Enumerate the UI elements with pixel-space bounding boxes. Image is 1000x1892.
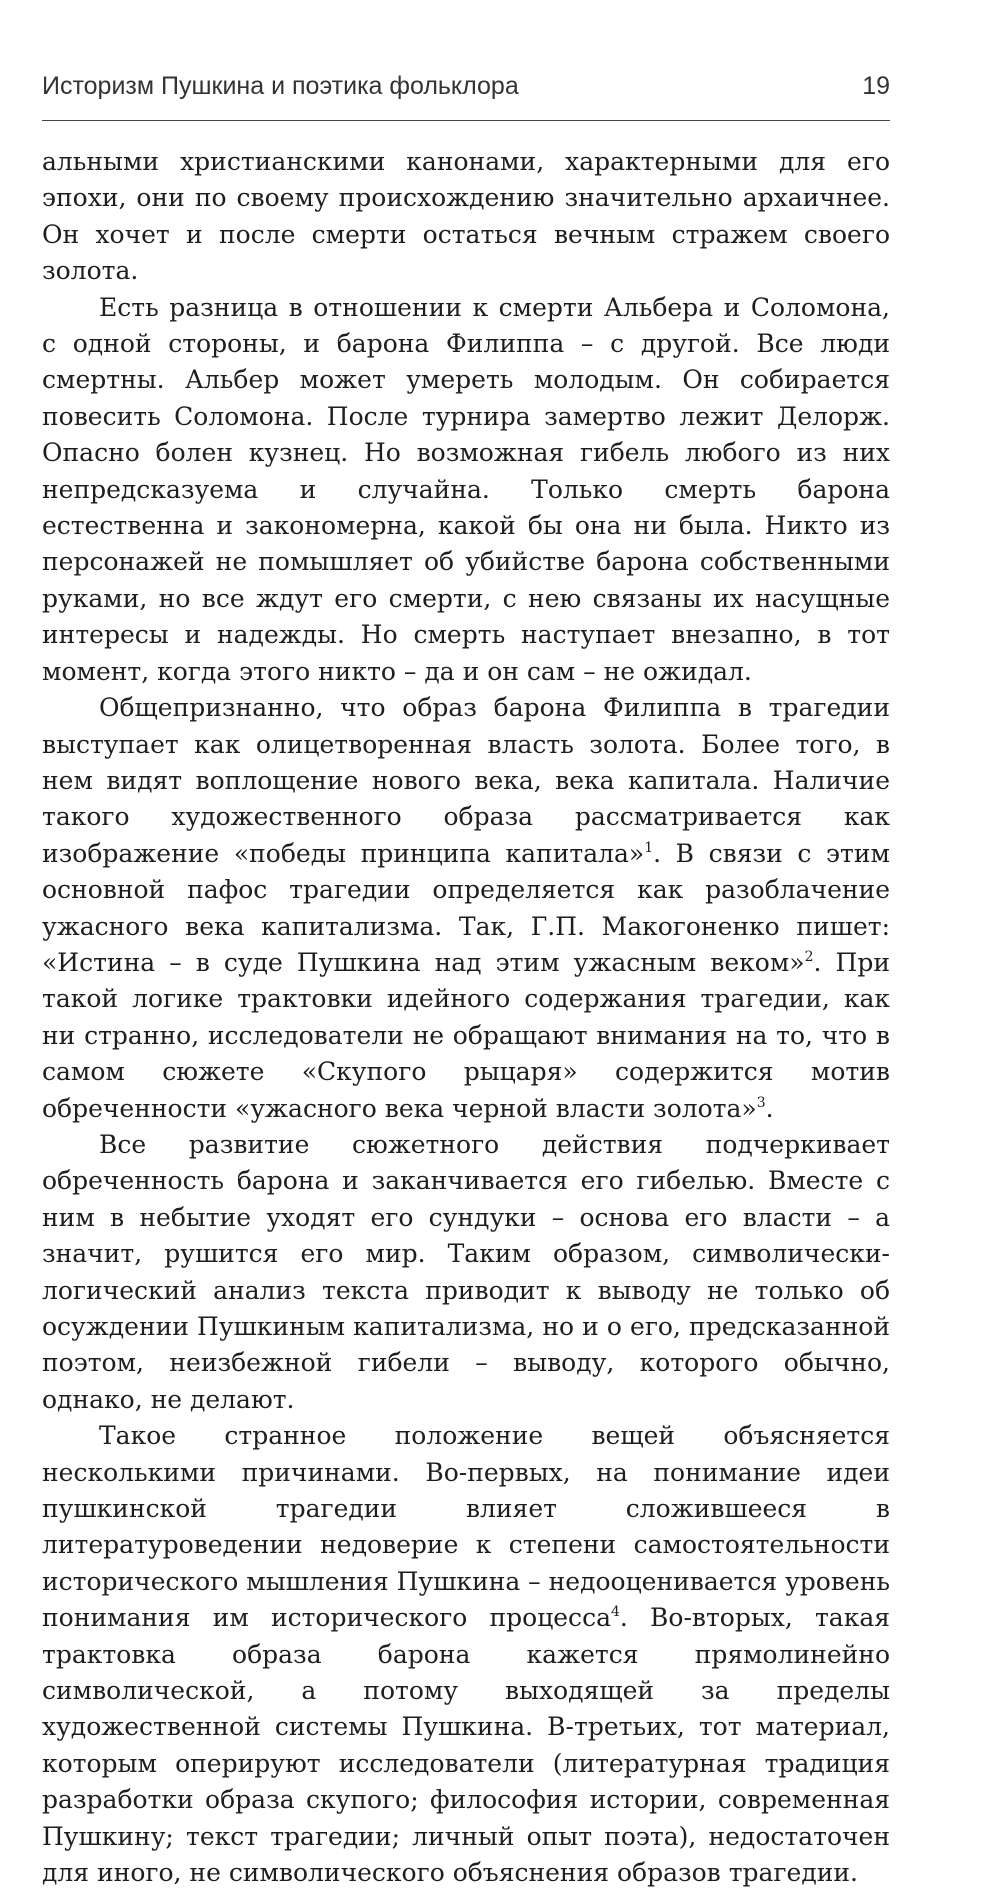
- book-page: [42, 0, 891, 1888]
- running-head: [42, 60, 890, 121]
- paragraph-3-part-c: . При такой логике трактовки идейного содержания трагедии, как ни странно, исследователи не обращают внимания на то, что в самом сюжете «Скупого рыцаря» содержится мотив обреченности «ужасного века черной власти золота»: [42, 947, 890, 1123]
- paragraph-3: [42, 690, 890, 1127]
- footnote-ref-3: 3: [756, 1094, 766, 1111]
- paragraph-2: Есть разница в отношении к смерти Альбера и Соломона, с одной стороны, и барона Филиппа – с другой. Все люди смертны. Альбер может умереть молодым. Он собирается повесить Соломона. После турнира замертво лежит Делорж. Опасно болен кузнец. Но возможная гибель любого из них непредсказуема и случайна. Только смерть барона естественна и закономерна, какой бы она ни была. Никто из персонажей не помышляет об убийстве барона собственными руками, но все ждут его смерти, с нею связаны их насущные интересы и надежды. Но смерть наступает внезапно, в тот момент, когда этого никто – да и он сам – не ожидал.: [42, 292, 890, 686]
- paragraph-5-part-b: . Во-вторых, такая трактовка образа барона кажется прямолинейно символической, а потому выходящей за пределы художественной системы Пушкина. В-третьих, тот материал, которым оперируют исследователи (литературная традиция разработки образа скупого; философия истории, современная Пушкину; текст трагедии; личный опыт поэта), недостаточен для иного, не символического объяснения образов трагедии.: [42, 1603, 891, 1888]
- footnote-ref-2: 2: [804, 948, 814, 965]
- paragraph-3-part-b: . В связи с этим основной пафос трагедии определяется как разоблачение ужасного века капитализма. Так, Г.П. Макогоненко пишет: «Истина – в суде Пушкина над этим ужасным веком»: [42, 838, 890, 977]
- paragraph-3-part-a: Общепризнанно, что образ барона Филиппа в трагедии выступает как олицетворенная власть золота. Более того, в нем видят воплощение нового века, века капитала. Наличие такого художественного образа рассматривается как изображение «победы принципа капитала»: [42, 693, 890, 868]
- paragraph-3-part-d: .: [765, 1093, 774, 1123]
- paragraph-5-part-a: Такое странное положение вещей объясняется несколькими причинами. Во-первых, на понимание идеи пушкинской трагедии влияет сложившееся в литературоведении недоверие к степени самостоятельности исторического мышления Пушкина – недооценивается уровень понимания им исторического процесса: [42, 1421, 890, 1633]
- paragraph-5: [42, 1418, 890, 1891]
- footnote-ref-4: 4: [610, 1604, 620, 1621]
- footnote-ref-1: 1: [644, 839, 654, 856]
- running-title: Историзм Пушкина и поэтика фольклора: [42, 72, 519, 100]
- body-text: [42, 144, 890, 1892]
- paragraph-1: альными христианскими канонами, характерными для его эпохи, они по своему происхождению значительно архаичнее. Он хочет и после смерти остаться вечным стражем своего золота.: [42, 147, 890, 286]
- paragraph-4: Все развитие сюжетного действия подчеркивает обреченность барона и заканчивается его гибелью. Вместе с ним в небытие уходят его сундуки – основа его власти – а значит, рушится его мир. Таким образом, символически-логический анализ текста приводит к выводу не только об осуждении Пушкиным капитализма, но и о его, предсказанной поэтом, неизбежной гибели – выводу, которого обычно, однако, не делают.: [42, 1129, 890, 1414]
- page-number: 19: [862, 72, 890, 100]
